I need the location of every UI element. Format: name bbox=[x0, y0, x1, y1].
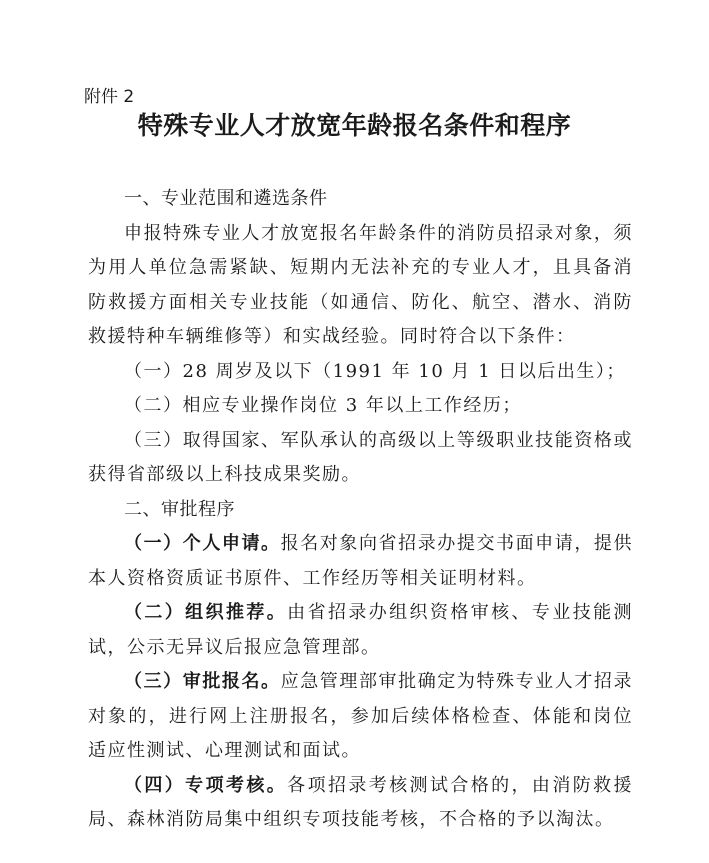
step-text: 由省招录办组织资格审核、专业技能测试，公示无异议后报应急管理部。 bbox=[88, 602, 634, 658]
procedure-step bbox=[88, 596, 633, 665]
condition-item: （一）28 周岁及以下（1991 年 10 月 1 日以后出生）； bbox=[124, 360, 626, 382]
procedure-step bbox=[88, 665, 633, 769]
document-body bbox=[88, 182, 633, 838]
condition-item: （三）取得国家、军队承认的高级以上等级职业技能资格或获得省部级以上科技成果奖励。 bbox=[88, 429, 633, 485]
paragraph: 申报特殊专业人才放宽报名年龄条件的消防员招录对象，须为用人单位急需紧缺、短期内无法补充的专业人才，且具备消防救援方面相关专业技能（如通信、防化、航空、潜水、消防救援特种车辆维修等）和实战经验。同时符合以下条件： bbox=[88, 222, 633, 347]
step-label: （四）专项考核。 bbox=[124, 774, 288, 796]
attachment-label: 附件 2 bbox=[84, 87, 135, 107]
step-label: （三）审批报名。 bbox=[124, 671, 281, 692]
step-text: 应急管理部审批确定为特殊专业人才招录对象的，进行网上注册报名，参加后续体格检查、体能和岗位适应性测试、心理测试和面试。 bbox=[88, 671, 633, 761]
section-heading: 二、审批程序 bbox=[124, 498, 235, 520]
section-heading: 一、专业范围和遴选条件 bbox=[124, 188, 328, 209]
step-label: （一）个人申请。 bbox=[124, 533, 281, 554]
step-text: 各项招录考核测试合格的，由消防救援局、森林消防局集中组织专项技能考核，不合格的予以淘汰。 bbox=[88, 774, 634, 830]
step-text: 报名对象向省招录办提交书面申请，提供本人资格资质证书原件、工作经历等相关证明材料。 bbox=[88, 533, 633, 589]
procedure-step bbox=[88, 527, 633, 596]
document-title: 特殊专业人才放宽年龄报名条件和程序 bbox=[137, 111, 572, 140]
condition-item: （二）相应专业操作岗位 3 年以上工作经历； bbox=[124, 395, 522, 416]
procedure-step bbox=[88, 769, 633, 838]
step-label: （二）组织推荐。 bbox=[124, 602, 288, 623]
